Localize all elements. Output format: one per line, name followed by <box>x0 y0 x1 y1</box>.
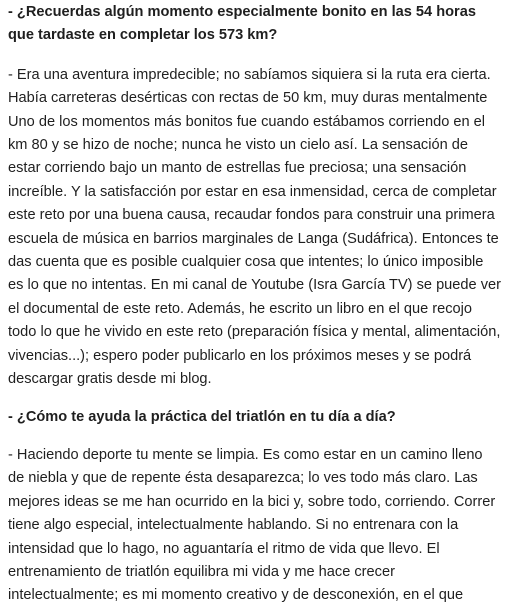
interview-answer: - Era una aventura impredecible; no sabíamos siquiera si la ruta era cierta. Había carreteras desérticas con rectas de 50 km, muy duras mentalmente Uno de los momentos más bonitos fue cuando estábamos corriendo en el km 80 y se hizo de noche; nunca he visto un cielo así. La sensación de estar corriendo bajo un manto de estrellas fue preciosa; una sensación increíble. Y la satisfacción por estar en esa inmensidad, cerca de completar este reto por una buena causa, recaudar fondos para construir una primera escuela de música en barrios marginales de Langa (Sudáfrica). Entonces te das cuenta que es posible cualquier cosa que intentes; lo único imposible es lo que no intentas. En mi canal de Youtube (Isra García TV) se puede ver el documental de este reto. Además, he escrito un libro en el que recojo todo lo que he vivido en este reto (preparación física y mental, alimentación, vivencias...); espero poder publicarlo en los próximos meses y se podrá descargar gratis desde mi blog. <box>8 66 501 388</box>
interview-question: - ¿Cómo te ayuda la práctica del triatlón en tu día a día? <box>8 408 396 425</box>
interview-answer: - Haciendo deporte tu mente se limpia. Es como estar en un camino lleno de niebla y que de repente ésta desaparezca; lo ves todo más claro. Las mejores ideas se me han ocurrido en la bici y, sobre todo, corriendo. Correr tiene algo especial, intelectualmente hablando. Si no entrenara con la intensidad que lo hago, no aguantaría el ritmo de vida que llevo. El entrenamiento de triatlón equilibra mi vida y me hace crecer intelectualmente; es mi momento creativo y de desconexión, en el que <box>8 446 496 604</box>
interview-question: - ¿Recuerdas algún momento especialmente bonito en las 54 horas que tardaste en completar los 573 km? <box>8 4 476 44</box>
